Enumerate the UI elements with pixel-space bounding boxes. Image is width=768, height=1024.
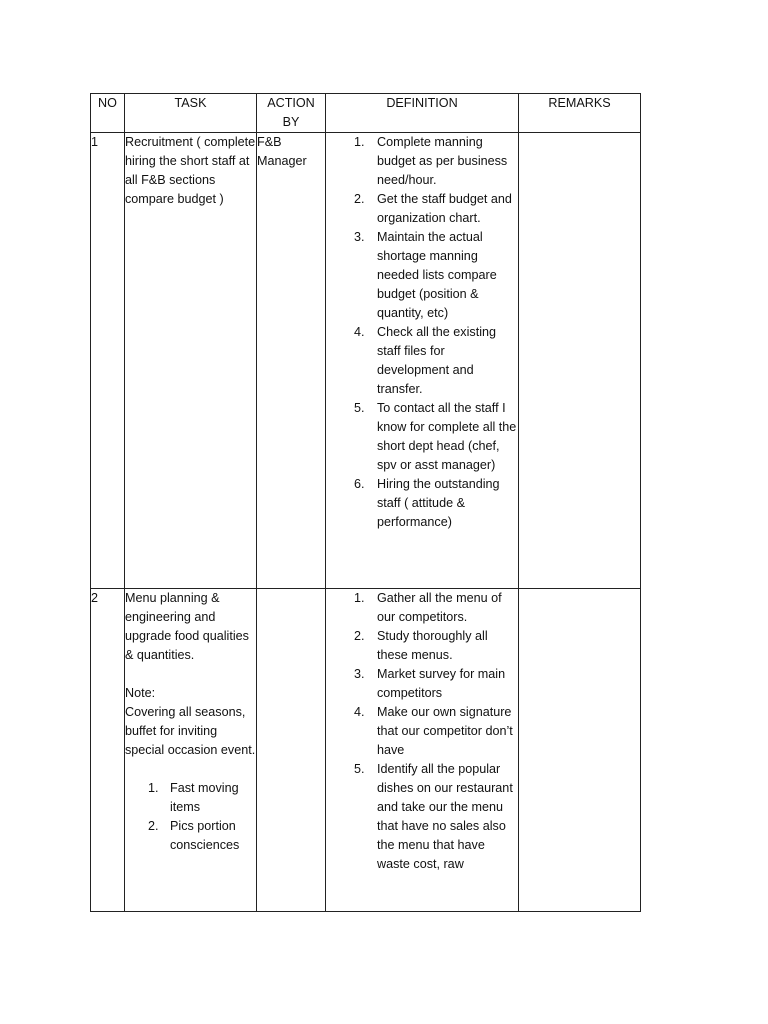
list-item bbox=[354, 323, 518, 399]
list-item-text: Hiring the outstanding staff ( attitude & performance) bbox=[377, 477, 500, 529]
list-item bbox=[354, 399, 518, 475]
list-item bbox=[354, 133, 518, 190]
list-number: 6. bbox=[354, 477, 365, 491]
list-number: 2. bbox=[148, 819, 159, 833]
list-item-text: Make our own signature that our competitor don’t have bbox=[377, 705, 513, 757]
list-item bbox=[148, 817, 256, 855]
list-item bbox=[354, 589, 518, 627]
header-action-by bbox=[257, 94, 326, 133]
list-item bbox=[354, 627, 518, 665]
header-action-by-line2: BY bbox=[282, 115, 300, 129]
list-item bbox=[354, 228, 518, 323]
table-header-row bbox=[91, 94, 641, 133]
list-item bbox=[354, 190, 518, 228]
list-item bbox=[354, 475, 518, 532]
list-item-text: Gather all the menu of our competitors. bbox=[377, 591, 502, 624]
list-number: 4. bbox=[354, 705, 365, 719]
task-note-label: Note: bbox=[125, 686, 156, 700]
header-task: TASK bbox=[125, 94, 257, 133]
task-note-text: Covering all seasons, buffet for inviting special occasion event. bbox=[125, 705, 256, 757]
task-table bbox=[90, 93, 641, 912]
list-item bbox=[148, 779, 256, 817]
header-remarks: REMARKS bbox=[519, 94, 641, 133]
list-item bbox=[354, 703, 518, 760]
definition-list bbox=[326, 133, 518, 532]
list-number: 2. bbox=[354, 192, 365, 206]
list-item bbox=[354, 665, 518, 703]
task-text: Recruitment ( complete hiring the short staff at all F&B sections compare budget ) bbox=[125, 135, 256, 206]
remarks-cell bbox=[519, 133, 641, 589]
header-action-by-line1: ACTION bbox=[267, 96, 315, 110]
list-number: 3. bbox=[354, 667, 365, 681]
task-cell bbox=[125, 589, 257, 912]
row-number: 2 bbox=[91, 589, 125, 912]
task-sublist bbox=[125, 779, 256, 855]
action-by-cell bbox=[257, 589, 326, 912]
list-number: 1. bbox=[148, 781, 159, 795]
task-note bbox=[125, 684, 256, 760]
table-row bbox=[91, 133, 641, 589]
list-item-text: Get the staff budget and organization chart. bbox=[377, 192, 512, 225]
list-item-text: Fast moving items bbox=[170, 781, 239, 814]
row-number: 1 bbox=[91, 133, 125, 589]
list-number: 5. bbox=[354, 401, 365, 415]
list-item-text: Market survey for main competitors bbox=[377, 667, 506, 700]
list-item-text: Complete manning budget as per business need/hour. bbox=[377, 135, 508, 187]
list-number: 2. bbox=[354, 629, 365, 643]
definition-list bbox=[326, 589, 518, 874]
list-number: 3. bbox=[354, 230, 365, 244]
task-text: Menu planning & engineering and upgrade food qualities & quantities. bbox=[125, 591, 249, 662]
list-item-text: To contact all the staff I know for complete all the short dept head (chef, spv or asst manager) bbox=[377, 401, 517, 472]
list-number: 5. bbox=[354, 762, 365, 776]
list-item-text: Check all the existing staff files for development and transfer. bbox=[377, 325, 497, 396]
task-cell bbox=[125, 133, 257, 589]
remarks-cell bbox=[519, 589, 641, 912]
list-number: 4. bbox=[354, 325, 365, 339]
list-number: 1. bbox=[354, 135, 365, 149]
list-item-text: Pics portion consciences bbox=[170, 819, 240, 852]
list-number: 1. bbox=[354, 591, 365, 605]
action-by-cell: F&B Manager bbox=[257, 133, 326, 589]
definition-cell bbox=[326, 589, 519, 912]
list-item-text: Study thoroughly all these menus. bbox=[377, 629, 488, 662]
header-no: NO bbox=[91, 94, 125, 133]
definition-cell bbox=[326, 133, 519, 589]
list-item bbox=[354, 760, 518, 874]
table-row bbox=[91, 589, 641, 912]
header-definition: DEFINITION bbox=[326, 94, 519, 133]
list-item-text: Identify all the popular dishes on our restaurant and take our the menu that have no sales also the menu that have waste cost, raw bbox=[377, 762, 513, 871]
list-item-text: Maintain the actual shortage manning needed lists compare budget (position & quantity, etc) bbox=[377, 230, 497, 320]
